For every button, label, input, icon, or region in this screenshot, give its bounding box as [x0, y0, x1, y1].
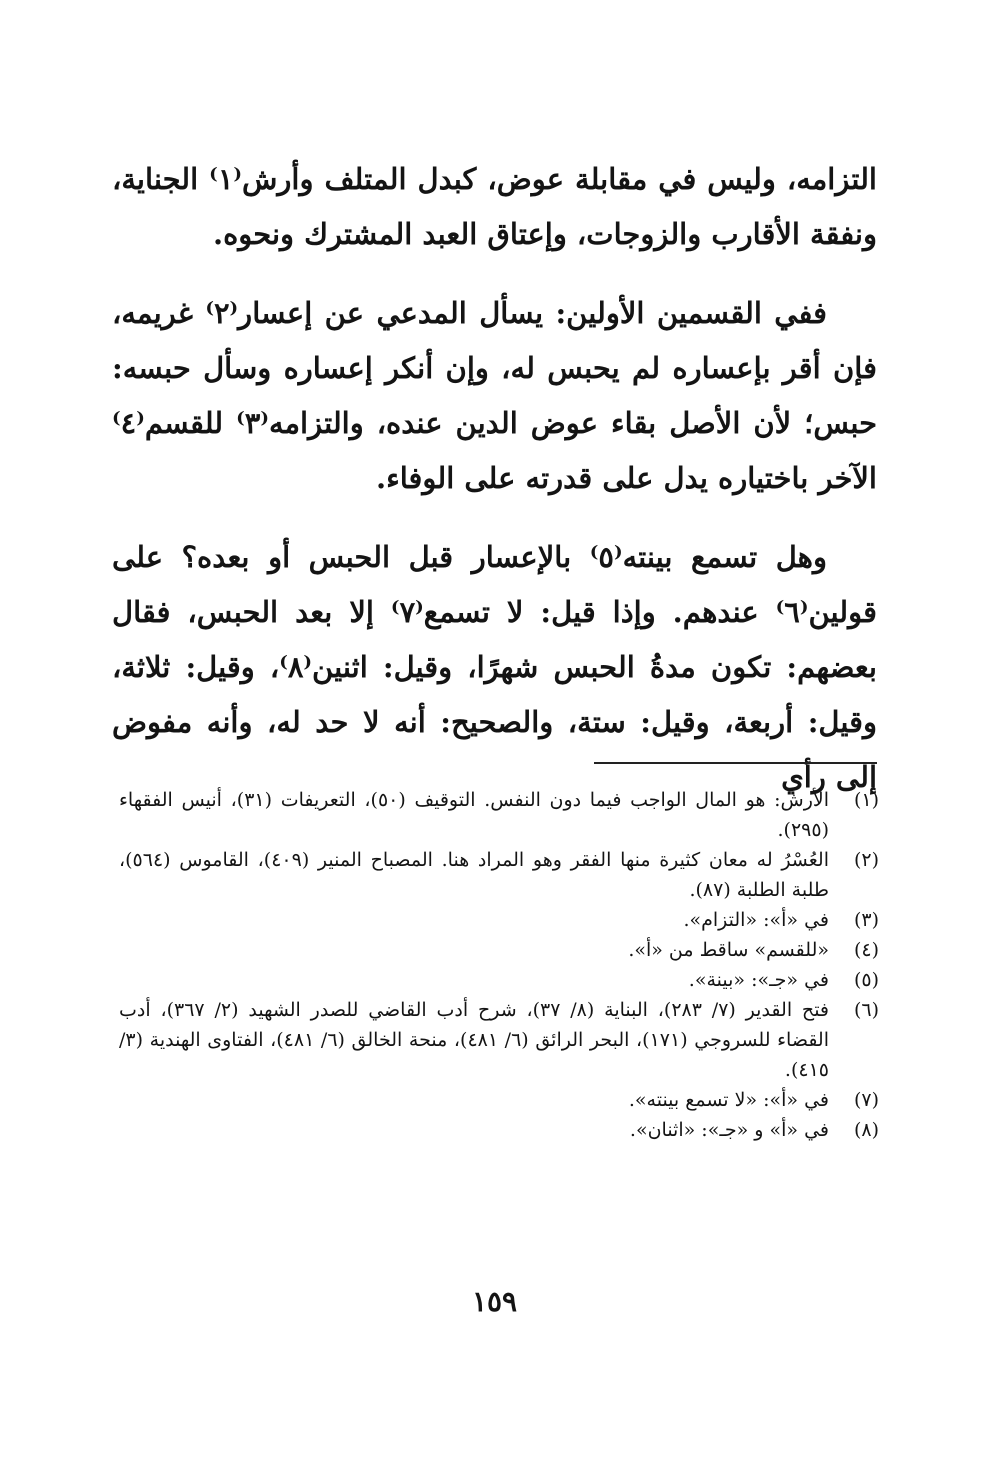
main-text: [112, 152, 877, 829]
page-number: ١٥٩: [471, 1285, 518, 1318]
footnote-3: [119, 905, 879, 935]
footnote-5: [119, 965, 879, 995]
footnote-6: [119, 995, 879, 1085]
footnote-text: الأرش: هو المال الواجب فيما دون النفس. التوقيف (٥٠)، التعريفات (٣١)، أنيس الفقهاء (٢٩٥).: [119, 789, 830, 841]
footnote-number: (٨): [853, 1119, 879, 1141]
footnote-text: في «أ»: «لا تسمع بينته».: [628, 1089, 829, 1111]
footnote-2: [119, 845, 879, 905]
footnote-number: (٢): [853, 849, 879, 871]
footnote-separator: [594, 762, 877, 764]
footnote-number: (٣): [853, 909, 879, 931]
footnote-7: [119, 1085, 879, 1115]
footnote-text: «للقسم» ساقط من «أ».: [628, 939, 829, 961]
footnote-text: العُسْرُ له معان كثيرة منها الفقر وهو المراد هنا. المصباح المنير (٤٠٩)، القاموس (٥٦٤)، طلبة الطلبة (٨٧).: [119, 849, 829, 901]
footnote-text: في «جـ»: «بينة».: [688, 969, 829, 991]
footnote-number: (٥): [853, 969, 879, 991]
footnote-1: [119, 785, 879, 845]
footnote-text: فتح القدير (٧/ ٢٨٣)، البناية (٨/ ٣٧)، شرح أدب القاضي للصدر الشهيد (٢/ ٣٦٧)، أدب القضاء للسروجي (١٧١)، البحر الرائق (٦/ ٤٨١)، منحة الخالق (٦/ ٤٨١)، الفتاوى الهندية (٣/ ٤١٥).: [119, 999, 830, 1081]
footnote-8: [119, 1115, 879, 1145]
paragraph-1: التزامه، وليس في مقابلة عوض، كبدل المتلف وأرش⁽١⁾ الجناية، ونفقة الأقارب والزوجات، وإعتاق العبد المشترك ونحوه.: [112, 162, 877, 251]
footnotes: [119, 785, 879, 1145]
paragraph-2: ففي القسمين الأولين: يسأل المدعي عن إعسار⁽٢⁾ غريمه، فإن أقر بإعساره لم يحبس له، وإن أنكر إعساره وسأل حبسه: حبس؛ لأن الأصل بقاء عوض الدين عنده، والتزامه⁽٣⁾ للقسم⁽٤⁾ الآخر باختياره يدل على قدرته على الوفاء.: [112, 296, 877, 495]
footnote-number: (٤): [853, 939, 879, 961]
footnote-4: [119, 935, 879, 965]
footnote-text: في «أ» و «جـ»: «اثنان».: [629, 1119, 829, 1141]
footnote-number: (٧): [853, 1089, 879, 1111]
paragraph-3: وهل تسمع بينته⁽٥⁾ بالإعسار قبل الحبس أو بعده؟ على قولين⁽٦⁾ عندهم. وإذا قيل: لا تسمع⁽٧⁾ إلا بعد الحبس، فقال بعضهم: تكون مدةُ الحبس شهرًا، وقيل: اثنين⁽٨⁾، وقيل: ثلاثة، وقيل: أربعة، وقيل: ستة، والصحيح: أنه لا حد له، وأنه مفوض إلى رأي: [112, 540, 877, 794]
footnote-number: (١): [853, 789, 879, 811]
footnote-number: (٦): [853, 999, 879, 1021]
footnote-text: في «أ»: «التزام».: [683, 909, 829, 931]
